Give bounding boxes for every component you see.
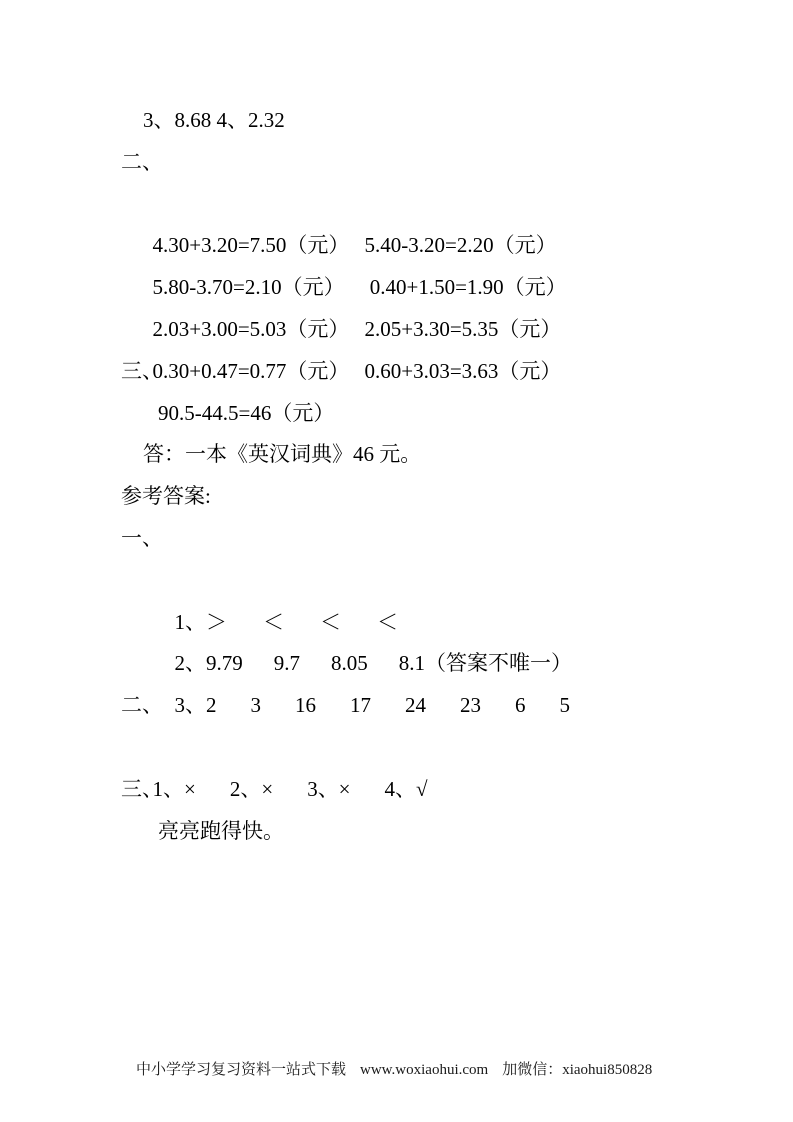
ref-part2-heading: 二、 [121,693,163,718]
true-false-answer: 4、√ [384,776,428,801]
calc-equation: 5.80-3.70=2.10（元） [152,275,345,300]
true-false-answer: 2、× [229,776,274,801]
number-answer: 17 [350,693,371,718]
question-number-label: 2、 [174,651,206,676]
decimal-answer: 8.05 [331,651,368,676]
calc-equation: 0.60+3.03=3.63（元） [364,358,562,383]
calc-equation: 4.30+3.20=7.50（元） [152,233,350,258]
footer-wechat: 加微信：xiaohui850828 [502,1062,653,1078]
part1-answers-line: 3、8.68 4、2.32 [143,108,285,132]
calc-equation: 2.03+3.00=5.03（元） [152,316,350,341]
question-number-label: 1、 [174,609,206,634]
section3-equation: 90.5-44.5=46（元） [158,400,335,425]
section3-answer: 答：一本《英汉词典》46 元。 [143,442,422,467]
number-answer: 5 [559,693,570,718]
calc-equation: 2.05+3.30=5.35（元） [364,316,562,341]
true-false-answer: 1、× [152,776,196,801]
section3-heading: 三、 [121,358,163,383]
ref-part3-answer: 亮亮跑得快。 [158,818,284,843]
calc-equation: 0.30+0.47=0.77（元） [152,358,350,383]
decimal-answer: 8.1（答案不唯一） [398,651,572,676]
number-answer: 6 [515,693,526,718]
comparison-answer: ＜ [320,609,341,634]
number-answer: 2 [206,693,217,718]
decimal-answer: 9.7 [273,651,300,676]
calc-equation: 5.40-3.20=2.20（元） [364,233,557,258]
page-footer [121,1037,652,1103]
ref-part1-heading: 一、 [121,525,163,550]
footer-site-text: 中小学学习复习资料一站式下载 [136,1062,347,1078]
true-false-answer: 3、× [307,776,351,801]
number-answer: 16 [295,693,316,718]
number-answer: 24 [405,693,426,718]
ref-part2-line [121,727,721,801]
section2-heading: 二、 [121,149,163,174]
number-answer: 3 [250,693,261,718]
calc-row [121,184,721,258]
reference-answers-title: 参考答案: [121,484,211,509]
comparison-answer: ＜ [377,609,398,634]
document-body [121,100,721,852]
ref-part3-heading: 三、 [121,776,163,801]
comparison-answer: ＜ [263,609,284,634]
calc-equation: 0.40+1.50=1.90（元） [364,275,567,300]
number-answer: 23 [460,693,481,718]
comparison-answer: ＞ [206,609,227,634]
footer-url: www.woxiaohui.com [360,1062,489,1078]
question-number-label: 3、 [174,693,206,718]
ref-part1-q1-line [121,560,721,634]
decimal-answer: 9.79 [206,651,243,676]
